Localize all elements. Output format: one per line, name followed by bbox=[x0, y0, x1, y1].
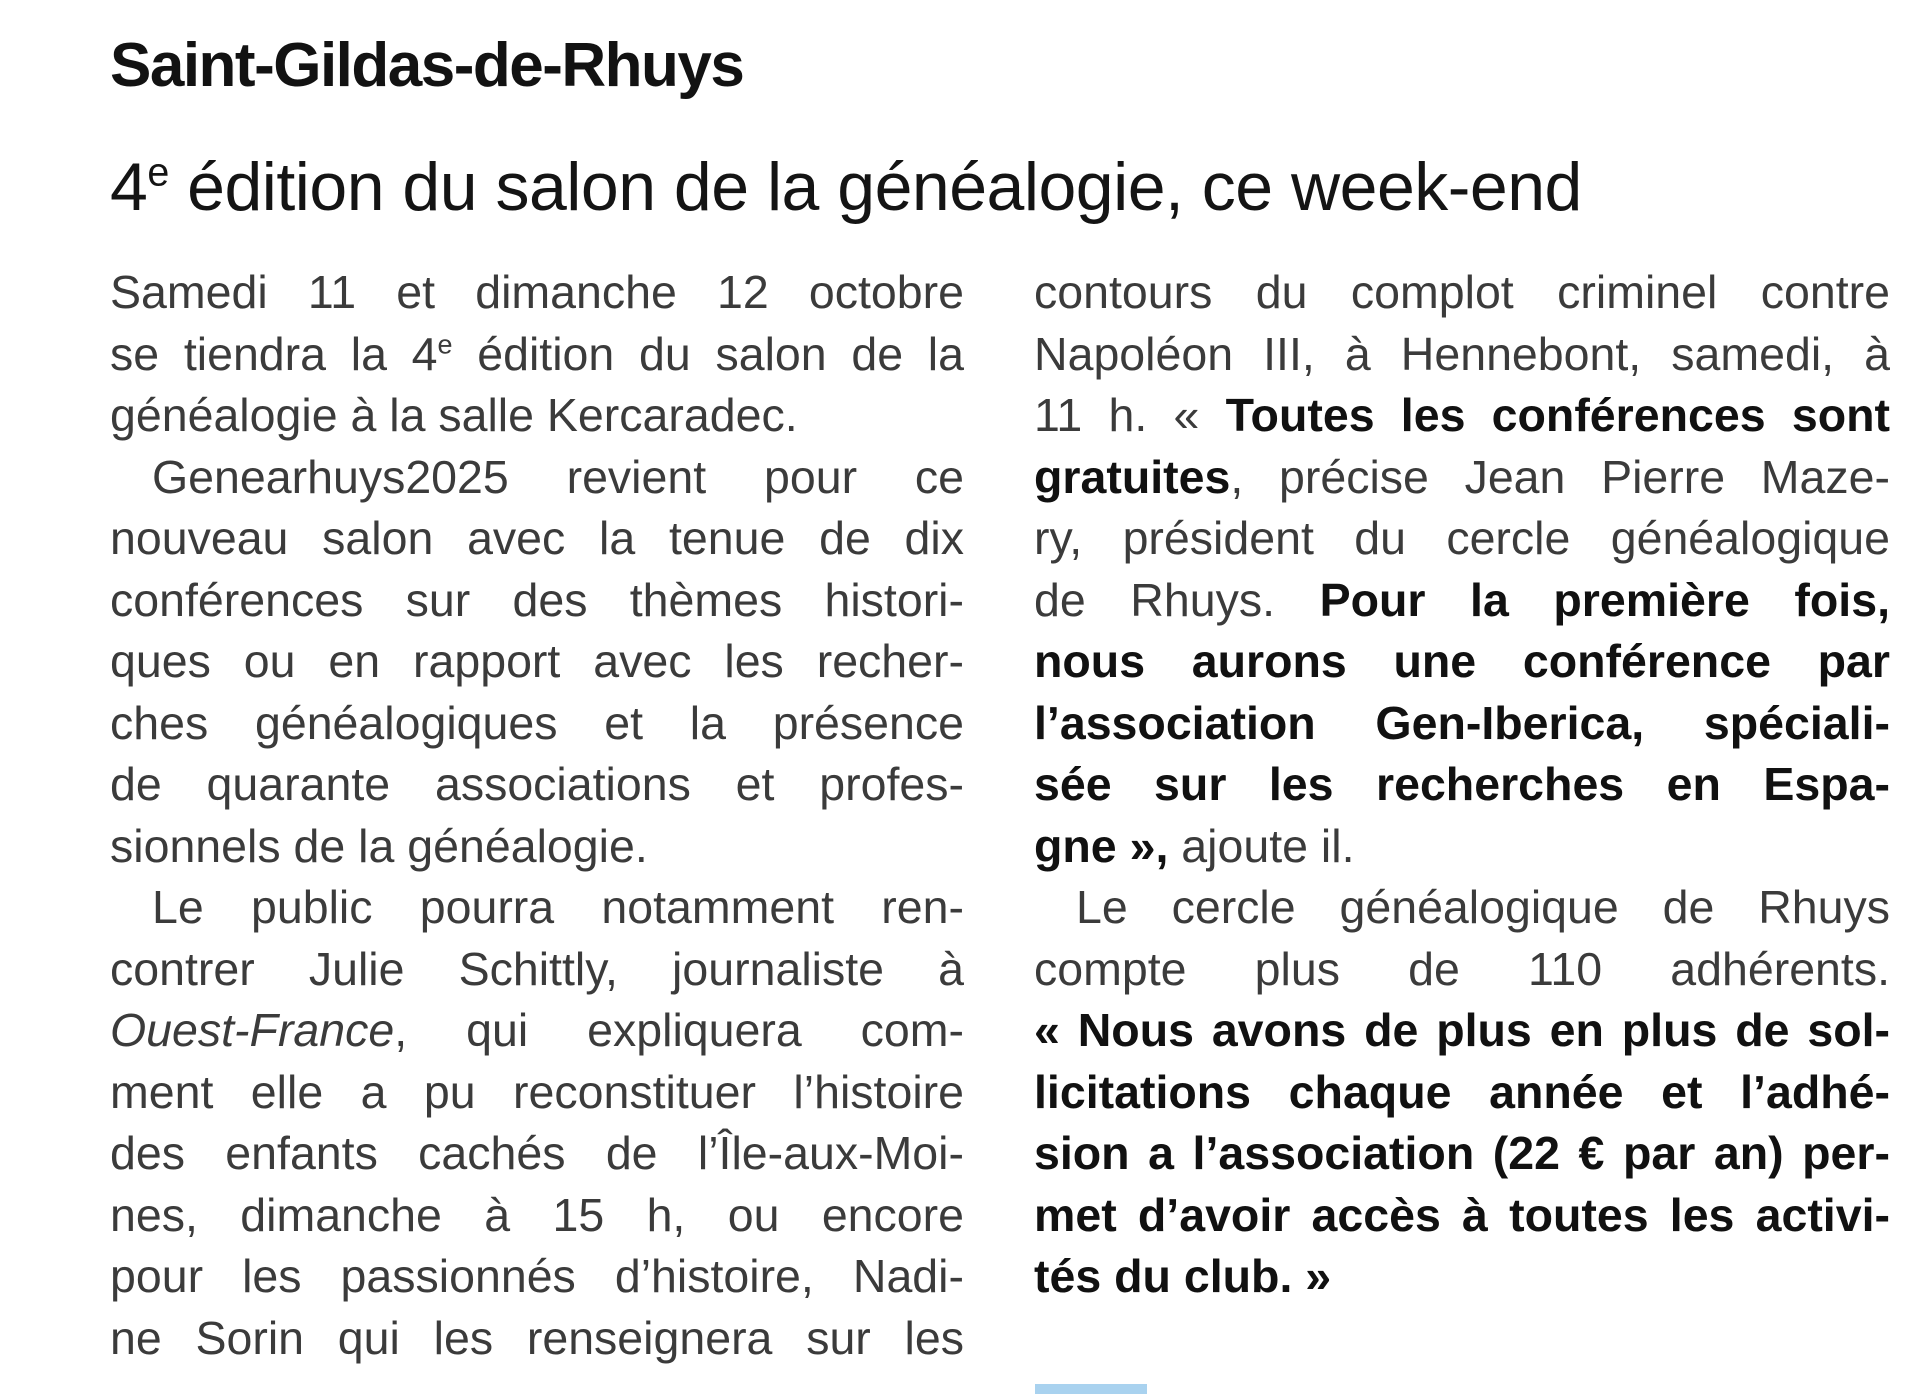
quote-bold: gratuites bbox=[1034, 450, 1231, 503]
text-line: licitations chaque année et l’adhé- bbox=[1034, 1065, 1890, 1118]
headline-number: 4 bbox=[110, 149, 148, 225]
text-line: ne Sorin qui les renseignera sur les bbox=[110, 1311, 964, 1364]
text-line: l’association Gen-Iberica, spéciali- bbox=[1034, 696, 1890, 749]
article-headline bbox=[110, 148, 1582, 226]
text-line bbox=[1034, 570, 1890, 632]
locality-heading: Saint-Gildas-de-Rhuys bbox=[110, 31, 744, 100]
text-line: Genearhuys2025 revient pour ce bbox=[152, 450, 964, 503]
text-fragment: , précise Jean Pierre Maze- bbox=[1230, 450, 1890, 503]
text-line: généalogie à la salle Kercaradec. bbox=[110, 389, 798, 441]
text-line: ry, président du cercle généalogique bbox=[1034, 512, 1890, 564]
text-fragment: de Rhuys. bbox=[1034, 573, 1320, 626]
quote-bold: Pour la première fois, bbox=[1319, 573, 1890, 626]
text-line bbox=[110, 1000, 964, 1062]
quote-bold: gne », bbox=[1034, 819, 1169, 872]
text-line bbox=[110, 324, 964, 386]
text-line: ques ou en rapport avec les recher- bbox=[110, 635, 964, 687]
headline-text: édition du salon de la généalogie, ce week-end bbox=[168, 149, 1582, 225]
text-line: conférences sur des thèmes histori- bbox=[110, 573, 964, 626]
text-line: de quarante associations et profes- bbox=[110, 758, 964, 810]
quote-bold: Toutes les conférences sont bbox=[1225, 389, 1890, 441]
text-line: « Nous avons de plus en plus de sol- bbox=[1034, 1004, 1890, 1056]
edition-superscript: e bbox=[437, 328, 453, 359]
text-line: ches généalogiques et la présence bbox=[110, 696, 964, 749]
accent-bar bbox=[1035, 1384, 1147, 1394]
text-fragment: , qui expliquera com- bbox=[394, 1004, 964, 1056]
text-line: sionnels de la généalogie. bbox=[110, 819, 648, 872]
text-line: ment elle a pu reconstituer l’histoire bbox=[110, 1065, 964, 1118]
text-fragment: édition du salon de la bbox=[452, 327, 964, 380]
text-line: tés du club. » bbox=[1034, 1250, 1332, 1302]
text-line: nouveau salon avec la tenue de dix bbox=[110, 512, 964, 564]
text-line: nes, dimanche à 15 h, ou encore bbox=[110, 1188, 964, 1241]
text-fragment: ajoute il. bbox=[1168, 819, 1355, 872]
headline-superscript: e bbox=[147, 150, 169, 195]
text-fragment: se tiendra la 4 bbox=[110, 327, 438, 380]
text-line: Napoléon III, à Hennebont, samedi, à bbox=[1034, 327, 1890, 380]
text-line: des enfants cachés de l’Île-aux-Moi- bbox=[110, 1127, 964, 1179]
text-line: sion a l’association (22 € par an) per- bbox=[1034, 1127, 1890, 1179]
text-line: contrer Julie Schittly, journaliste à bbox=[110, 942, 964, 995]
text-line bbox=[1034, 385, 1890, 447]
publication-name: Ouest-France bbox=[110, 1004, 395, 1056]
article-column-left bbox=[110, 262, 964, 1369]
text-line: compte plus de 110 adhérents. bbox=[1034, 942, 1890, 995]
text-line bbox=[1034, 816, 1890, 878]
text-line bbox=[1034, 447, 1890, 509]
text-line: Samedi 11 et dimanche 12 octobre bbox=[110, 266, 964, 318]
text-line: contours du complot criminel contre bbox=[1034, 266, 1890, 318]
text-line: met d’avoir accès à toutes les activi- bbox=[1034, 1188, 1890, 1241]
article-column-right bbox=[1034, 262, 1890, 1308]
text-line: sée sur les recherches en Espa- bbox=[1034, 758, 1890, 810]
text-line: Le cercle généalogique de Rhuys bbox=[1076, 881, 1890, 933]
text-line: nous aurons une conférence par bbox=[1034, 635, 1890, 687]
text-line: pour les passionnés d’histoire, Nadi- bbox=[110, 1250, 964, 1302]
text-line: Le public pourra notamment ren- bbox=[152, 881, 964, 933]
text-fragment: 11 h. « bbox=[1034, 389, 1226, 441]
